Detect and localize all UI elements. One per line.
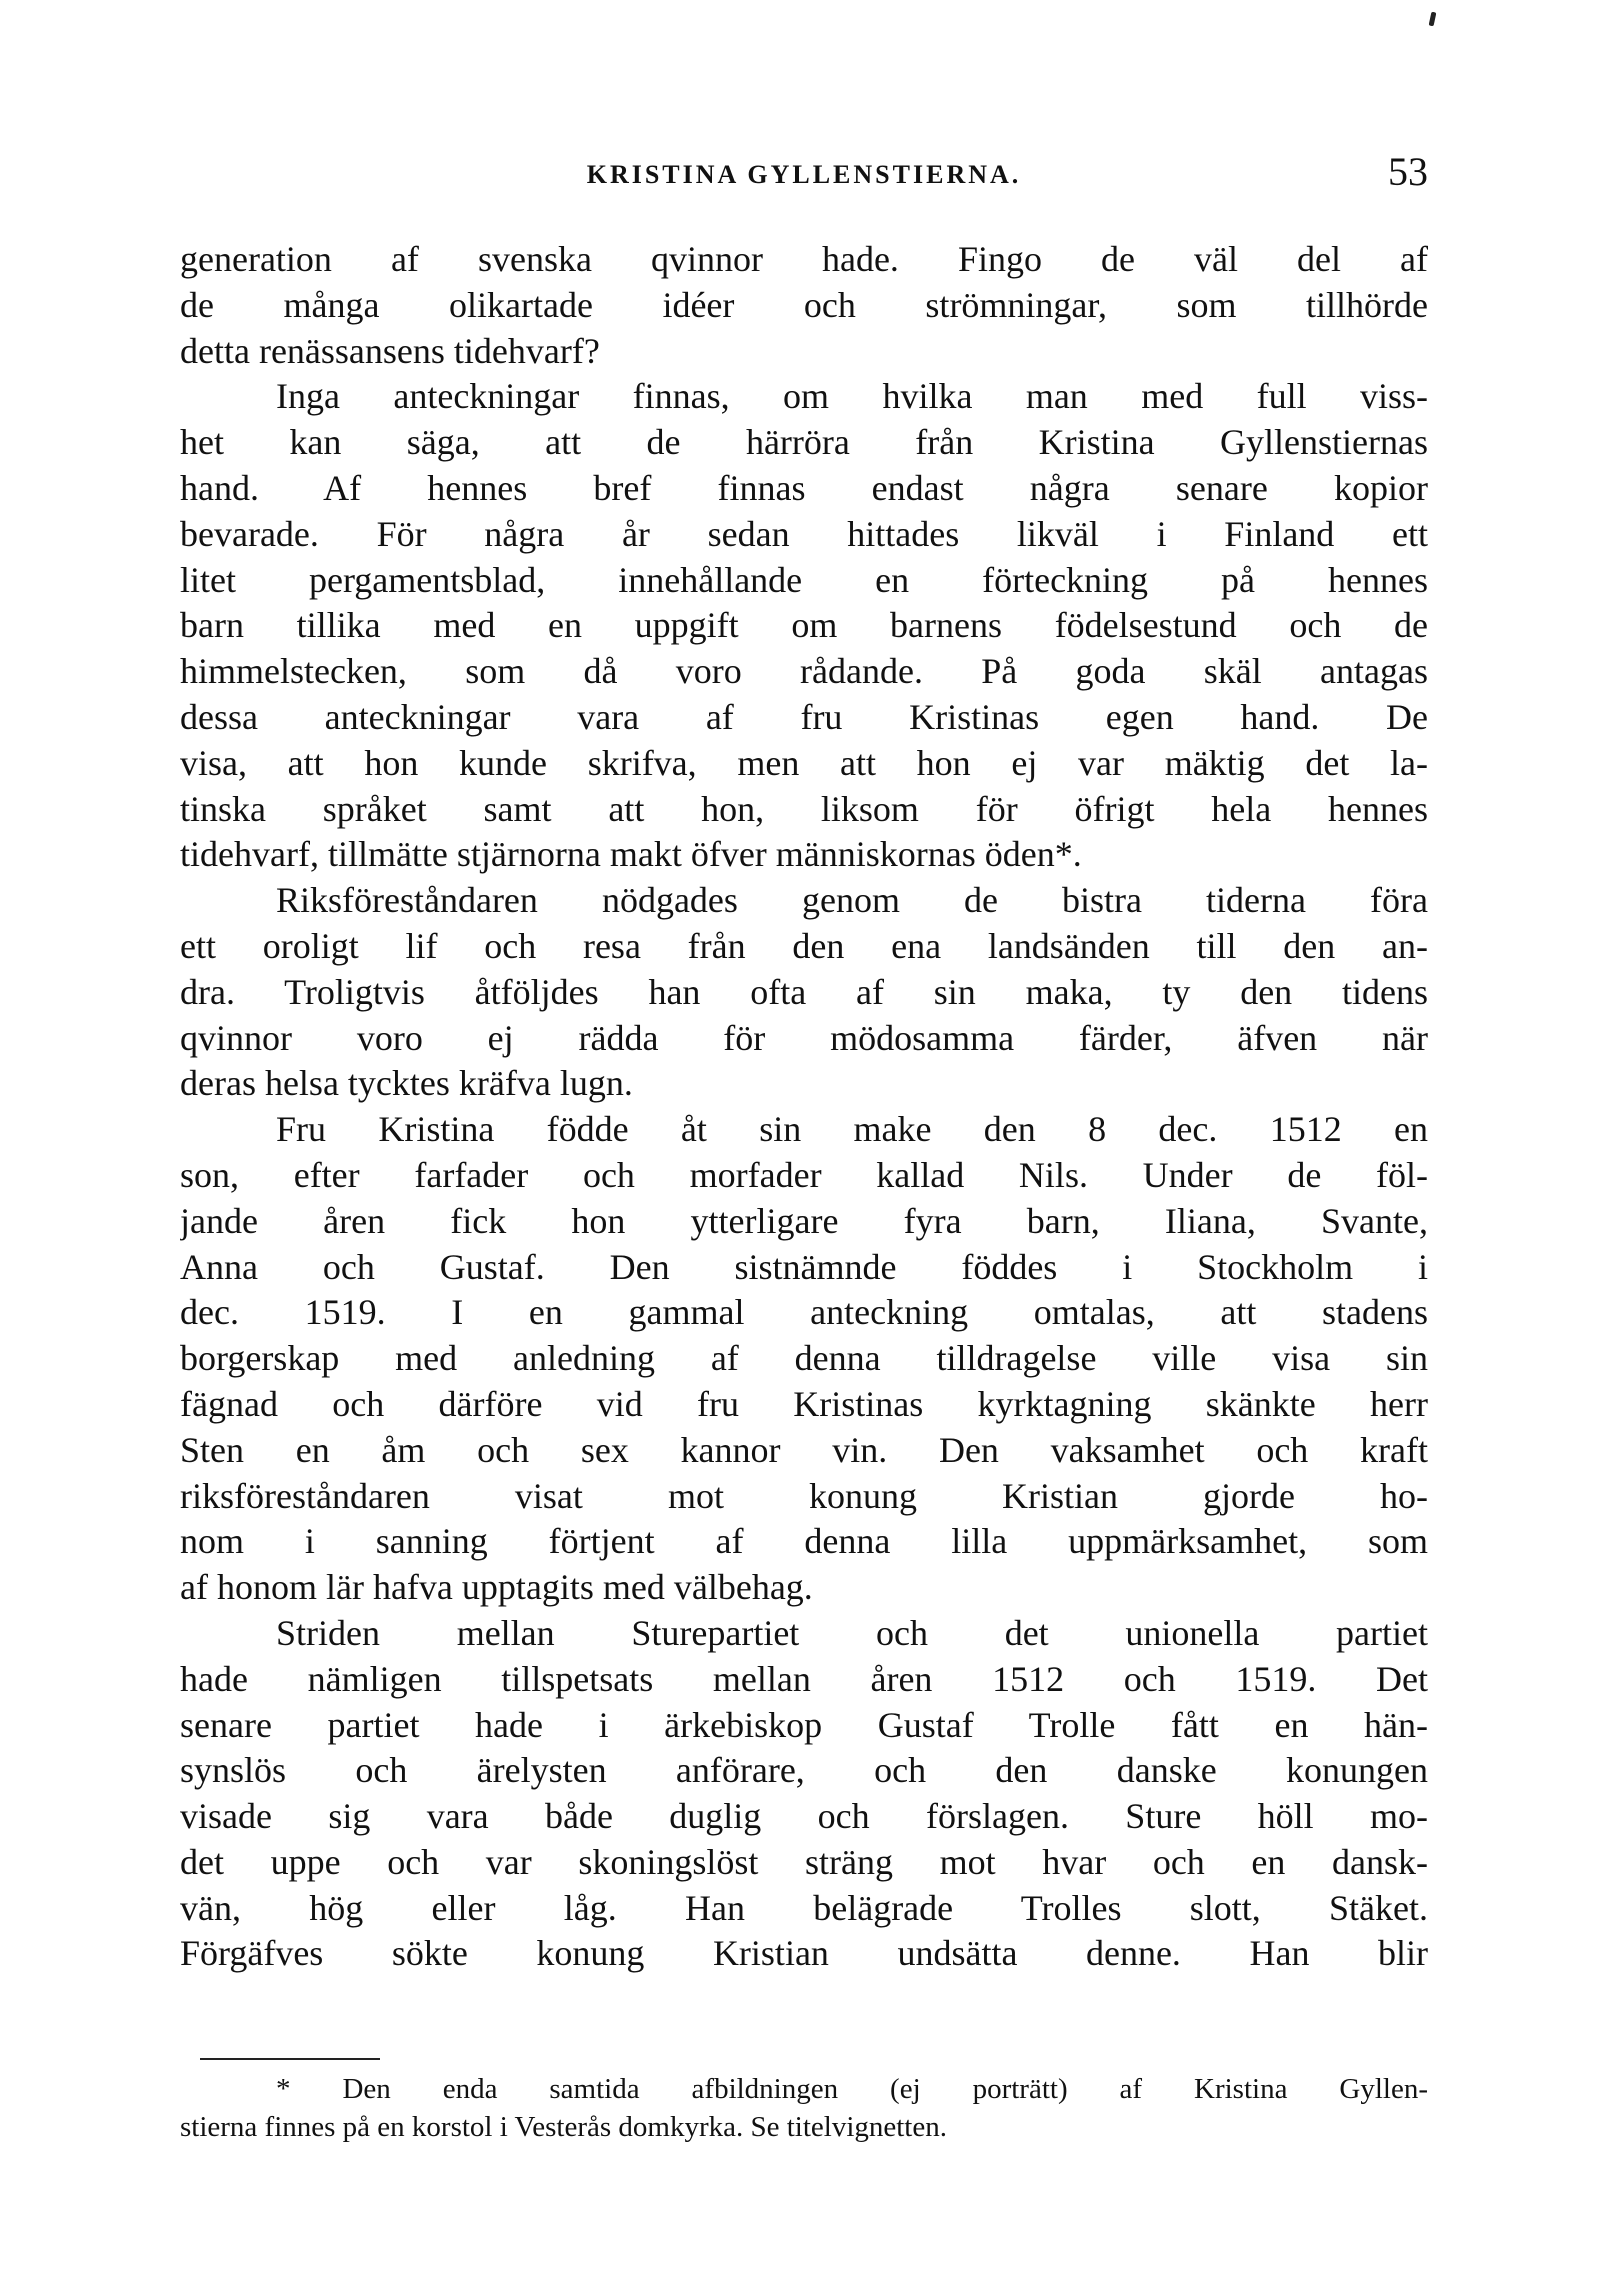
text-line: vän, hög eller låg. Han belägrade Trolles slott, Stäket. [180,1887,1428,1928]
text-line: detta renässansens tidehvarf? [180,330,600,371]
text-line: son, efter farfader och morfader kallad Nils. Under de föl- [180,1154,1428,1195]
text-line: tidehvarf, tillmätte stjärnorna makt öfver människornas öden*. [180,834,1082,875]
text-line: synslös och ärelysten anförare, och den danske konungen [180,1750,1428,1791]
stray-ink-mark [1429,12,1437,27]
footnotes [180,2070,1428,2146]
text-line: Förgäfves sökte konung Kristian undsätta denne. Han blir [180,1933,1428,1974]
text-line: Striden mellan Sturepartiet och det unionella partiet [276,1612,1428,1653]
text-line: litet pergamentsblad, innehållande en förteckning på hennes [180,559,1428,600]
text-line: nom i sanning förtjent af denna lilla uppmärksamhet, som [180,1521,1428,1562]
page-number: 53 [1388,149,1428,194]
text-line: riksföreståndaren visat mot konung Kristian gjorde ho- [180,1475,1428,1516]
text-line: deras helsa tycktes kräfva lugn. [180,1063,633,1104]
text-line: generation af svenska qvinnor hade. Fingo de väl del af [180,239,1428,279]
body-text [180,237,1428,1977]
text-line: ett oroligt lif och resa från den ena landsänden till den an- [180,925,1428,966]
text-line: barn tillika med en uppgift om barnens födelsestund och de [180,605,1428,646]
text-line: af honom lär hafva upptagits med välbehag. [180,1567,813,1608]
text-line: de många olikartade idéer och strömningar, som tillhörde [180,284,1428,325]
text-line: fägnad och därföre vid fru Kristinas kyrktagning skänkte herr [180,1383,1428,1424]
text-line: Sten en åm och sex kannor vin. Den vaksamhet och kraft [180,1429,1428,1470]
text-line: Fru Kristina födde åt sin make den 8 dec. 1512 en [276,1109,1428,1150]
text-line: det uppe och var skoningslöst sträng mot hvar och en dansk- [180,1841,1428,1882]
text-line: himmelstecken, som då voro rådande. På goda skäl antagas [180,651,1428,692]
text-line: senare partiet hade i ärkebiskop Gustaf Trolle fått en hän- [180,1704,1428,1745]
text-line: bevarade. För några år sedan hittades likväl i Finland ett [180,513,1428,554]
text-line: het kan säga, att de härröra från Kristina Gyllenstiernas [180,422,1428,463]
text-line: dec. 1519. I en gammal anteckning omtalas, att stadens [180,1292,1428,1333]
text-line: hand. Af hennes bref finnas endast några senare kopior [180,467,1428,508]
text-line: dessa anteckningar vara af fru Kristinas egen hand. De [180,696,1428,737]
text-line: borgerskap med anledning af denna tilldragelse ville visa sin [180,1338,1428,1379]
running-title: KRISTINA GYLLENSTIERNA. [586,160,1022,189]
footnote-rule [200,2058,380,2060]
footnote-line: * Den enda samtida afbildningen (ej porträtt) af Kristina Gyllen- [276,2073,1428,2105]
text-line: dra. Troligtvis åtföljdes han ofta af sin maka, ty den tidens [180,971,1428,1012]
text-line: tinska språket samt att hon, liksom för öfrigt hela hennes [180,788,1428,829]
text-line: jande åren fick hon ytterligare fyra barn, Iliana, Svante, [180,1200,1428,1241]
text-line: Inga anteckningar finnas, om hvilka man med full viss- [276,376,1428,417]
text-line: visa, att hon kunde skrifva, men att hon ej var mäktig det la- [180,742,1428,783]
footnote-line: stierna finnes på en korstol i Vesterås domkyrka. Se titelvignetten. [180,2111,947,2143]
text-line: hade nämligen tillspetsats mellan åren 1512 och 1519. Det [180,1658,1428,1699]
text-line: visade sig vara både duglig och förslagen. Sture höll mo- [180,1796,1428,1837]
text-line: Anna och Gustaf. Den sistnämnde föddes i Stockholm i [180,1246,1428,1287]
text-line: qvinnor voro ej rädda för mödosamma färder, äfven när [180,1017,1428,1058]
running-head [180,140,1428,200]
text-line: Riksföreståndaren nödgades genom de bistra tiderna föra [276,880,1428,921]
